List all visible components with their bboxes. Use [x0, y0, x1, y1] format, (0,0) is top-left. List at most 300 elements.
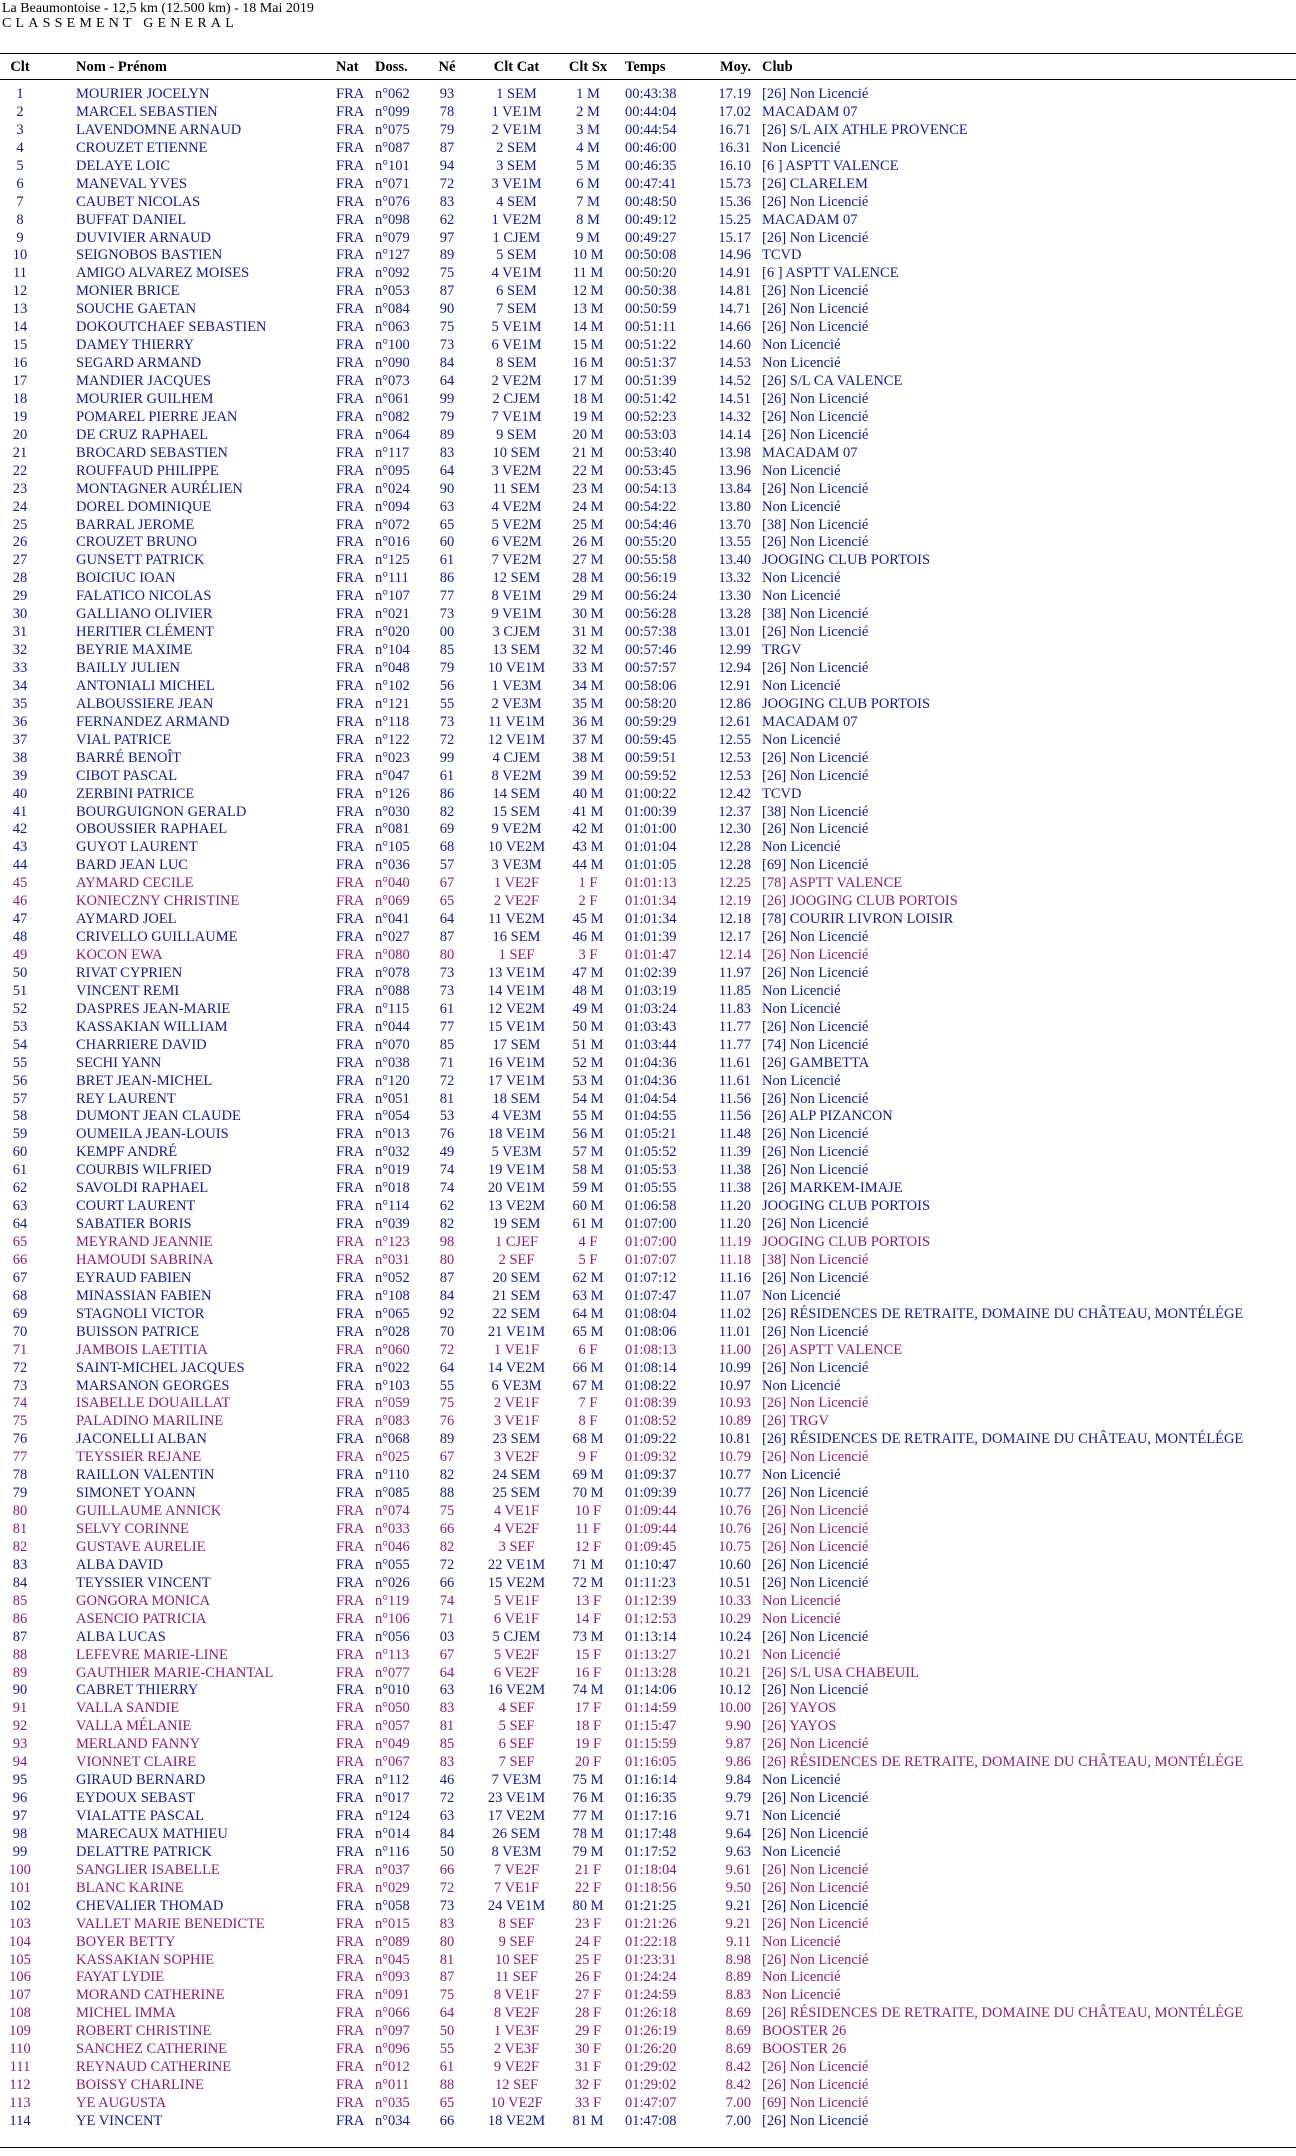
table-row — [0, 1090, 1296, 1108]
cell-clt: 12 — [12, 283, 28, 300]
cell-moy: 16.10 — [718, 157, 751, 174]
cell-clt-sx: 55 M — [572, 1108, 604, 1125]
cell-moy: 12.37 — [718, 803, 751, 820]
cell-doss: n°050 — [375, 1700, 410, 1717]
cell-doss: n°125 — [375, 552, 410, 569]
cell-clt: 99 — [12, 1843, 28, 1860]
table-row — [0, 2094, 1296, 2112]
cell-clt-sx: 24 F — [574, 1933, 602, 1950]
cell-temps: 00:59:52 — [625, 767, 677, 784]
cell-clt: 33 — [12, 660, 28, 676]
cell-club: [26] CLARELEM — [762, 175, 868, 192]
cell-clt: 10 — [12, 247, 28, 264]
table-row — [0, 713, 1296, 731]
cell-clt: 56 — [12, 1072, 28, 1089]
cell-clt-sx: 50 M — [572, 1018, 604, 1035]
cell-clt: 18 — [12, 390, 28, 407]
cell-clt-cat: 17 VE1M — [487, 1072, 546, 1089]
cell-temps: 01:09:44 — [625, 1521, 677, 1537]
cell-clt-cat: 21 VE1M — [487, 1323, 546, 1340]
cell-temps: 01:15:59 — [625, 1736, 677, 1753]
cell-doss: n°085 — [375, 1485, 410, 1502]
cell-clt-sx: 13 M — [572, 301, 604, 318]
cell-club: [26] Non Licencié — [762, 1897, 869, 1914]
cell-nat: FRA — [336, 570, 365, 587]
cell-ne: 86 — [439, 785, 455, 802]
cell-ne: 67 — [439, 875, 455, 892]
report-header — [2, 1, 314, 31]
cell-moy: 12.94 — [718, 660, 751, 676]
cell-clt-sx: 7 M — [576, 193, 600, 210]
cell-nom: YE VINCENT — [76, 2112, 163, 2129]
cell-ne: 99 — [439, 749, 455, 766]
table-row — [0, 785, 1296, 803]
cell-ne: 79 — [439, 121, 455, 138]
cell-clt: 101 — [9, 1879, 31, 1896]
cell-temps: 00:59:45 — [625, 731, 677, 748]
cell-clt-sx: 18 F — [574, 1718, 602, 1735]
cell-clt-cat: 20 SEM — [492, 1269, 541, 1286]
cell-nat: FRA — [336, 1610, 365, 1627]
table-row — [0, 1197, 1296, 1215]
cell-doss: n°072 — [375, 516, 410, 533]
cell-clt-cat: 6 VE2F — [493, 1664, 540, 1681]
table-row — [0, 1825, 1296, 1843]
cell-club: [26] Non Licencié — [762, 964, 869, 981]
cell-moy: 12.53 — [718, 749, 751, 766]
cell-clt-sx: 78 M — [572, 1825, 604, 1842]
cell-clt-cat: 19 SEM — [492, 1216, 541, 1233]
cell-ne: 92 — [439, 1305, 455, 1322]
cell-clt-cat: 18 SEM — [492, 1090, 541, 1107]
table-row — [0, 1000, 1296, 1018]
cell-clt-sx: 26 F — [574, 1969, 602, 1986]
cell-moy: 12.91 — [718, 677, 751, 694]
cell-nat: FRA — [336, 1933, 365, 1950]
cell-doss: n°010 — [375, 1682, 410, 1699]
cell-ne: 65 — [439, 893, 455, 910]
cell-clt-sx: 34 M — [572, 677, 604, 694]
cell-clt-sx: 23 F — [574, 1915, 602, 1932]
cell-ne: 73 — [439, 1897, 455, 1914]
cell-doss: n°038 — [375, 1054, 410, 1071]
cell-club: Non Licencié — [762, 1072, 841, 1089]
cell-ne: 74 — [439, 1162, 455, 1179]
cell-moy: 7.00 — [725, 2095, 751, 2111]
cell-nom: CHARRIERE DAVID — [76, 1036, 207, 1053]
cell-club: [38] Non Licencié — [762, 516, 869, 533]
cell-club: Non Licencié — [762, 1610, 841, 1627]
cell-ne: 83 — [439, 444, 455, 461]
cell-moy: 14.53 — [718, 355, 751, 372]
cell-club: [26] MARKEM-IMAJE — [762, 1180, 903, 1197]
cell-nom: ROBERT CHRISTINE — [76, 2023, 212, 2040]
cell-nom: DELATTRE PATRICK — [76, 1843, 213, 1860]
cell-club: [26] Non Licencié — [762, 1485, 869, 1502]
cell-ne: 85 — [439, 1736, 455, 1753]
cell-doss: n°102 — [375, 677, 410, 694]
table-row — [0, 1681, 1296, 1699]
table-row — [0, 820, 1296, 838]
cell-clt-cat: 10 SEM — [492, 444, 541, 461]
cell-clt: 68 — [12, 1287, 28, 1304]
cell-temps: 00:50:08 — [625, 247, 677, 264]
cell-ne: 67 — [439, 1449, 455, 1466]
cell-doss: n°040 — [375, 875, 410, 892]
cell-ne: 89 — [439, 1431, 455, 1448]
table-row — [0, 282, 1296, 300]
cell-temps: 00:44:04 — [625, 103, 677, 120]
table-row — [0, 1574, 1296, 1592]
cell-moy: 11.20 — [718, 1216, 751, 1233]
cell-club: [26] Non Licencié — [762, 283, 869, 300]
cell-ne: 84 — [439, 355, 455, 372]
cell-temps: 00:59:29 — [625, 713, 677, 730]
cell-clt-sx: 36 M — [572, 713, 604, 730]
cell-clt-cat: 9 VE2M — [491, 821, 542, 838]
cell-club: [26] Non Licencié — [762, 1556, 869, 1573]
cell-nat: FRA — [336, 1216, 365, 1233]
cell-clt-cat: 19 VE1M — [487, 1162, 546, 1179]
cell-doss: n°127 — [375, 247, 410, 264]
cell-moy: 12.55 — [718, 731, 751, 748]
cell-doss: n°115 — [375, 1000, 410, 1017]
cell-nom: AYMARD CECILE — [76, 875, 194, 892]
cell-doss: n°024 — [375, 480, 410, 497]
cell-doss: n°031 — [375, 1251, 410, 1268]
cell-clt: 78 — [12, 1467, 28, 1484]
cell-temps: 00:51:42 — [625, 390, 677, 407]
table-row — [0, 1556, 1296, 1574]
cell-clt: 30 — [12, 606, 28, 623]
cell-clt: 24 — [12, 498, 28, 515]
cell-nat: FRA — [336, 1431, 365, 1448]
cell-doss: n°091 — [375, 1987, 410, 2004]
cell-moy: 11.56 — [718, 1090, 751, 1107]
cell-clt-sx: 73 M — [572, 1628, 604, 1645]
cell-clt-cat: 5 SEM — [496, 247, 537, 264]
cell-ne: 72 — [439, 1790, 455, 1807]
cell-clt: 110 — [9, 2041, 31, 2058]
cell-ne: 68 — [439, 839, 455, 856]
cell-temps: 01:17:52 — [625, 1843, 677, 1860]
cell-moy: 16.71 — [718, 121, 751, 138]
cell-nom: REY LAURENT — [76, 1090, 176, 1107]
cell-moy: 10.12 — [718, 1682, 751, 1699]
cell-club: [26] Non Licencié — [762, 1395, 869, 1412]
cell-nom: FALATICO NICOLAS — [76, 588, 212, 605]
cell-clt: 87 — [12, 1628, 28, 1645]
cell-club: [74] Non Licencié — [762, 1036, 869, 1053]
cell-temps: 01:05:53 — [625, 1162, 677, 1179]
cell-clt-cat: 17 SEM — [492, 1036, 541, 1053]
cell-ne: 64 — [439, 2005, 455, 2022]
cell-nat: FRA — [336, 911, 365, 928]
table-row — [0, 1664, 1296, 1682]
cell-temps: 00:56:28 — [625, 606, 677, 623]
cell-clt: 32 — [12, 642, 28, 659]
cell-nom: SANGLIER ISABELLE — [76, 1861, 220, 1878]
table-row — [0, 1269, 1296, 1287]
cell-nom: LEFEVRE MARIE-LINE — [76, 1646, 228, 1663]
cell-moy: 11.07 — [718, 1287, 751, 1304]
cell-moy: 8.42 — [725, 2059, 751, 2076]
cell-clt-sx: 22 M — [572, 462, 604, 479]
cell-clt: 81 — [12, 1521, 28, 1537]
table-row — [0, 1717, 1296, 1735]
cell-club: [26] Non Licencié — [762, 480, 869, 497]
cell-doss: n°032 — [375, 1144, 410, 1161]
cell-clt-sx: 45 M — [572, 911, 604, 928]
cell-doss: n°075 — [375, 121, 410, 138]
cell-doss: n°122 — [375, 731, 410, 748]
cell-nom: BOISSY CHARLINE — [76, 2077, 204, 2094]
cell-ne: 80 — [439, 1251, 455, 1268]
cell-moy: 9.71 — [725, 1808, 751, 1824]
cell-nom: CROUZET ETIENNE — [76, 139, 208, 156]
cell-nat: FRA — [336, 1521, 365, 1537]
cell-clt-sx: 17 F — [574, 1700, 602, 1717]
cell-ne: 72 — [439, 1341, 455, 1358]
cell-moy: 11.02 — [718, 1305, 751, 1322]
cell-temps: 00:49:12 — [625, 211, 677, 228]
cell-clt: 35 — [12, 695, 28, 712]
cell-doss: n°049 — [375, 1736, 410, 1753]
cell-clt-cat: 22 VE1M — [487, 1556, 546, 1573]
cell-clt-sx: 25 F — [574, 1951, 602, 1968]
cell-doss: n°123 — [375, 1234, 410, 1250]
cell-clt-cat: 6 VE1F — [493, 1610, 540, 1627]
cell-clt-sx: 14 M — [572, 319, 604, 336]
cell-clt-cat: 13 VE1M — [487, 964, 546, 981]
cell-clt-cat: 5 VE1M — [491, 319, 542, 336]
cell-clt: 85 — [12, 1592, 28, 1609]
cell-moy: 11.38 — [718, 1162, 751, 1179]
cell-clt: 113 — [9, 2095, 31, 2111]
col-header-ne: Né — [438, 59, 456, 75]
cell-moy: 9.21 — [725, 1897, 751, 1914]
cell-clt-sx: 19 M — [572, 408, 604, 425]
cell-clt: 15 — [12, 337, 28, 354]
cell-nom: GUILLAUME ANNICK — [76, 1503, 222, 1520]
cell-doss: n°017 — [375, 1790, 410, 1807]
cell-clt-sx: 69 M — [572, 1467, 604, 1484]
cell-doss: n°080 — [375, 947, 410, 963]
cell-temps: 01:00:39 — [625, 803, 677, 820]
cell-ne: 83 — [439, 193, 455, 210]
cell-clt-cat: 11 SEM — [492, 480, 541, 497]
cell-ne: 90 — [439, 301, 455, 318]
cell-clt-cat: 16 VE1M — [487, 1054, 546, 1071]
table-row — [0, 1610, 1296, 1628]
table-row — [0, 85, 1296, 103]
cell-doss: n°052 — [375, 1269, 410, 1286]
table-row — [0, 1735, 1296, 1753]
cell-clt-cat: 20 VE1M — [487, 1180, 546, 1197]
table-row — [0, 587, 1296, 605]
cell-ne: 75 — [439, 1395, 455, 1412]
cell-club: [26] Non Licencié — [762, 749, 869, 766]
cell-club: [26] Non Licencié — [762, 1323, 869, 1340]
cell-nat: FRA — [336, 157, 365, 174]
cell-club: [26] Non Licencié — [762, 821, 869, 838]
cell-temps: 00:52:23 — [625, 408, 677, 425]
cell-nom: MERLAND FANNY — [76, 1736, 201, 1753]
cell-club: Non Licencié — [762, 677, 841, 694]
cell-nat: FRA — [336, 103, 365, 120]
cell-clt-sx: 62 M — [572, 1269, 604, 1286]
table-row — [0, 372, 1296, 390]
cell-ne: 61 — [439, 767, 455, 784]
cell-club: Non Licencié — [762, 1377, 841, 1394]
cell-doss: n°068 — [375, 1431, 410, 1448]
cell-moy: 11.20 — [718, 1198, 751, 1215]
cell-nom: GIRAUD BERNARD — [76, 1772, 206, 1789]
cell-temps: 01:01:34 — [625, 893, 677, 910]
cell-ne: 56 — [439, 677, 455, 694]
cell-moy: 11.61 — [718, 1072, 751, 1089]
cell-club: [26] RÉSIDENCES DE RETRAITE, DOMAINE DU CHÂTEAU, MONTÉLÉGE — [762, 1431, 1244, 1448]
cell-moy: 11.83 — [718, 1000, 751, 1017]
cell-clt: 14 — [12, 319, 28, 336]
cell-nom: MARCEL SEBASTIEN — [76, 103, 218, 120]
cell-temps: 01:09:44 — [625, 1503, 677, 1520]
cell-clt: 8 — [16, 211, 24, 228]
cell-clt-cat: 8 VE2F — [493, 2005, 540, 2022]
cell-clt-sx: 21 M — [572, 444, 604, 461]
cell-moy: 9.79 — [725, 1790, 751, 1807]
cell-nat: FRA — [336, 516, 365, 533]
cell-moy: 11.16 — [718, 1269, 751, 1286]
cell-clt: 106 — [9, 1969, 31, 1986]
cell-nom: BEYRIE MAXIME — [76, 642, 193, 659]
cell-nom: SECHI YANN — [76, 1054, 162, 1071]
cell-doss: n°070 — [375, 1036, 410, 1053]
cell-club: MACADAM 07 — [762, 713, 858, 730]
cell-clt: 9 — [16, 229, 24, 246]
cell-nat: FRA — [336, 803, 365, 820]
cell-clt: 111 — [9, 2059, 31, 2076]
cell-clt-cat: 8 VE3M — [491, 1843, 542, 1860]
cell-nat: FRA — [336, 660, 365, 676]
cell-clt-cat: 17 VE2M — [487, 1808, 546, 1824]
cell-temps: 01:15:47 — [625, 1718, 677, 1735]
cell-ne: 98 — [439, 1234, 455, 1250]
cell-clt-sx: 76 M — [572, 1790, 604, 1807]
cell-moy: 7.00 — [725, 2112, 751, 2129]
cell-clt-cat: 4 VE1M — [491, 265, 542, 282]
cell-clt-cat: 10 VE2M — [487, 839, 546, 856]
cell-temps: 01:04:36 — [625, 1072, 677, 1089]
cell-doss: n°057 — [375, 1718, 410, 1735]
cell-nat: FRA — [336, 642, 365, 659]
cell-nom: BOICIUC IOAN — [76, 570, 176, 587]
cell-nom: TEYSSIER VINCENT — [76, 1574, 211, 1591]
cell-ne: 61 — [439, 1000, 455, 1017]
cell-nat: FRA — [336, 1951, 365, 1968]
cell-nat: FRA — [336, 821, 365, 838]
cell-clt-cat: 7 VE3M — [491, 1772, 542, 1789]
cell-doss: n°081 — [375, 821, 410, 838]
cell-nom: REYNAUD CATHERINE — [76, 2059, 232, 2076]
cell-clt: 52 — [12, 1000, 28, 1017]
cell-nat: FRA — [336, 1251, 365, 1268]
cell-clt: 41 — [12, 803, 28, 820]
cell-nom: VALLA MÉLANIE — [76, 1718, 192, 1735]
cell-nat: FRA — [336, 1592, 365, 1609]
cell-clt: 83 — [12, 1556, 28, 1573]
cell-club: [6 ] ASPTT VALENCE — [762, 157, 899, 174]
cell-nom: MEYRAND JEANNIE — [76, 1234, 213, 1250]
table-row — [0, 336, 1296, 354]
cell-club: [78] COURIR LIVRON LOISIR — [762, 911, 954, 928]
table-row — [0, 1233, 1296, 1251]
cell-nat: FRA — [336, 875, 365, 892]
cell-ne: 60 — [439, 534, 455, 551]
cell-nom: MICHEL IMMA — [76, 2005, 176, 2022]
cell-clt: 105 — [9, 1951, 31, 1968]
cell-moy: 13.84 — [718, 480, 751, 497]
table-row — [0, 426, 1296, 444]
cell-clt-sx: 49 M — [572, 1000, 604, 1017]
cell-doss: n°061 — [375, 390, 410, 407]
cell-clt: 40 — [12, 785, 28, 802]
cell-ne: 67 — [439, 1646, 455, 1663]
cell-nom: KASSAKIAN WILLIAM — [76, 1018, 228, 1035]
cell-moy: 10.76 — [718, 1503, 751, 1520]
cell-temps: 00:47:41 — [625, 175, 677, 192]
table-row — [0, 1215, 1296, 1233]
cell-doss: n°056 — [375, 1628, 410, 1645]
cell-nat: FRA — [336, 1843, 365, 1860]
cell-club: [26] JOOGING CLUB PORTOIS — [762, 893, 958, 910]
cell-nat: FRA — [336, 1897, 365, 1914]
cell-temps: 01:07:07 — [625, 1251, 677, 1268]
table-row — [0, 1879, 1296, 1897]
cell-nom: SOUCHE GAETAN — [76, 301, 197, 318]
cell-clt: 95 — [12, 1772, 28, 1789]
cell-clt: 91 — [12, 1700, 28, 1717]
cell-club: [26] Non Licencié — [762, 193, 869, 210]
cell-clt: 108 — [9, 2005, 31, 2022]
cell-temps: 00:58:20 — [625, 695, 677, 712]
cell-clt-cat: 1 SEF — [498, 947, 535, 963]
cell-clt: 17 — [12, 373, 28, 389]
cell-clt-sx: 22 F — [574, 1879, 602, 1896]
cell-temps: 01:09:22 — [625, 1431, 677, 1448]
cell-ne: 80 — [439, 947, 455, 963]
cell-temps: 01:03:24 — [625, 1000, 677, 1017]
cell-clt-cat: 9 VE1M — [491, 606, 542, 623]
cell-ne: 69 — [439, 821, 455, 838]
cell-ne: 99 — [439, 390, 455, 407]
cell-ne: 73 — [439, 982, 455, 999]
cell-temps: 01:08:04 — [625, 1305, 677, 1322]
cell-clt-cat: 16 VE2M — [487, 1682, 546, 1699]
cell-ne: 76 — [439, 1413, 455, 1430]
table-row — [0, 749, 1296, 767]
cell-ne: 53 — [439, 1108, 455, 1125]
cell-clt-sx: 28 F — [574, 2005, 602, 2022]
cell-club: [26] Non Licencié — [762, 767, 869, 784]
table-row — [0, 892, 1296, 910]
cell-clt-sx: 40 M — [572, 785, 604, 802]
cell-clt-cat: 13 SEM — [492, 642, 541, 659]
cell-doss: n°088 — [375, 982, 410, 999]
cell-club: Non Licencié — [762, 1843, 841, 1860]
cell-clt-sx: 47 M — [572, 964, 604, 981]
cell-nat: FRA — [336, 229, 365, 246]
